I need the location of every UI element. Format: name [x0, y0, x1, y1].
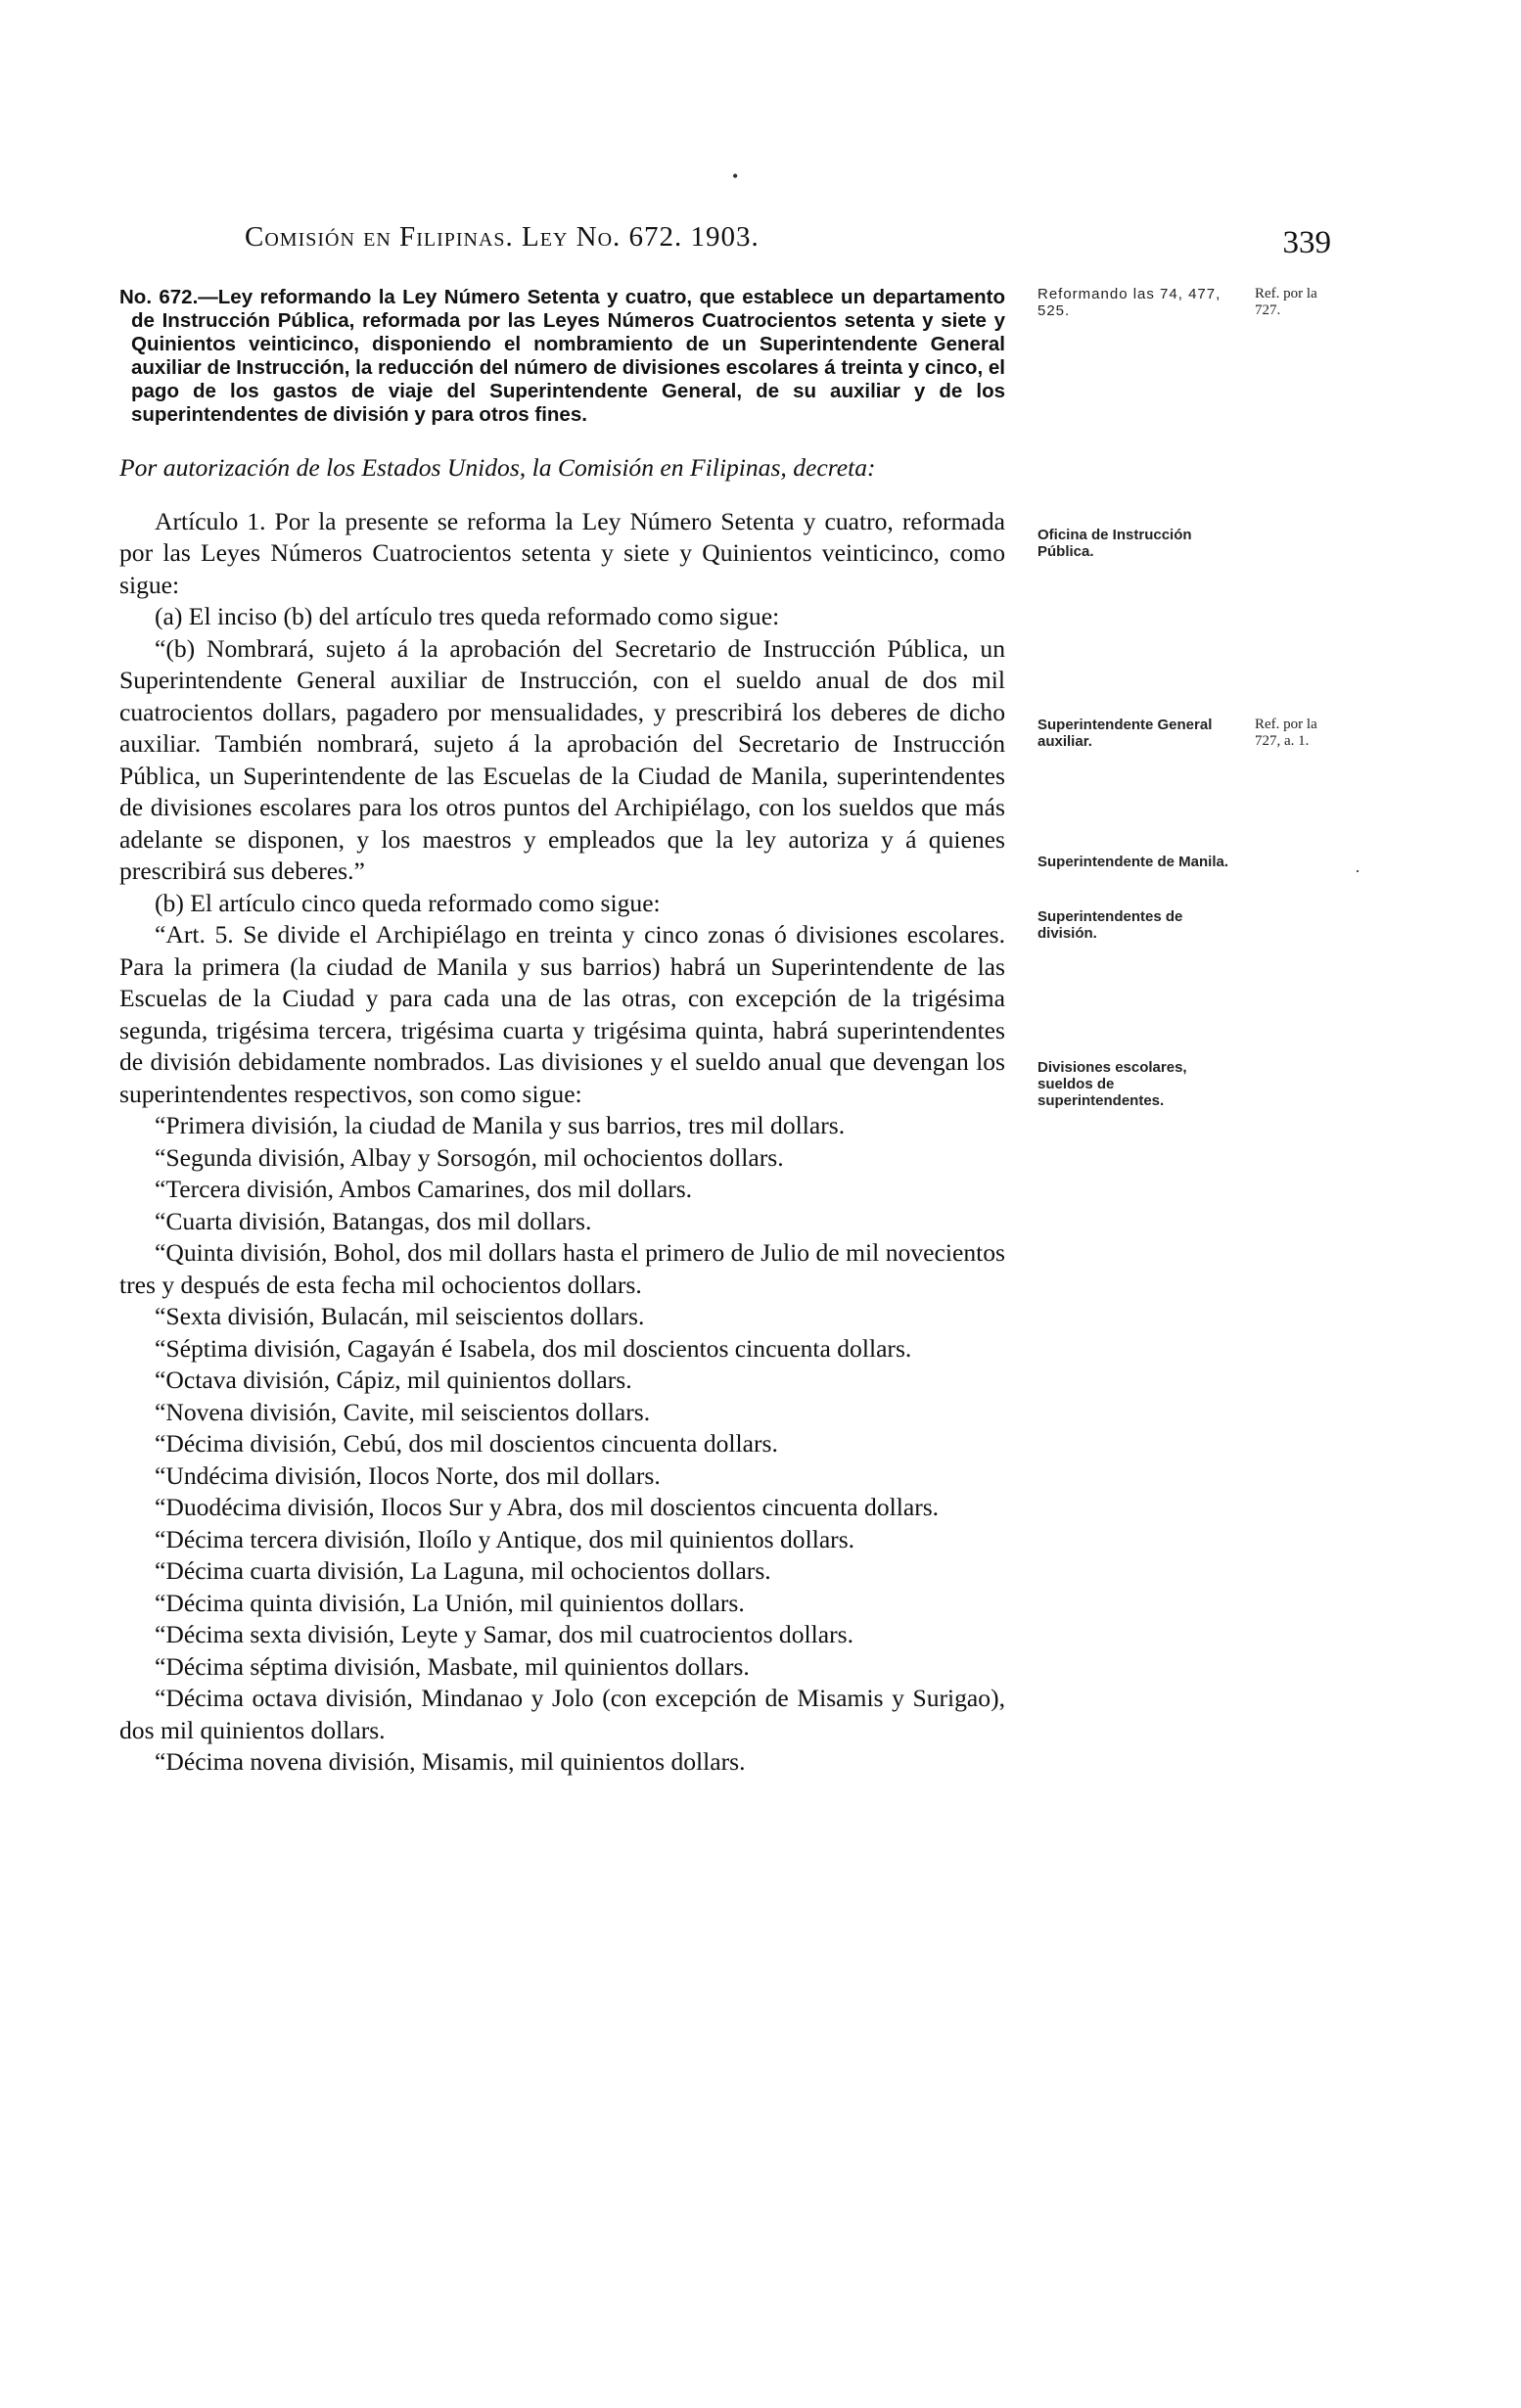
division-item: “Duodécima división, Ilocos Sur y Abra, dos mil doscientos cincuenta dollars.: [155, 1493, 940, 1521]
division-item: “Décima sexta división, Leyte y Samar, dos mil cuatrocientos dollars.: [155, 1620, 853, 1648]
enacting-clause: Por autorización de los Estados Unidos, la Comisión en Filipinas, decreta:: [119, 453, 876, 482]
margin-ref-727-a1: Ref. por la 727, a. 1.: [1255, 717, 1317, 749]
division-item: “Undécima división, Ilocos Norte, dos mil dollars.: [155, 1460, 661, 1490]
subsection-b-text-paragraph: “(b) Nombrará, sujeto á la aprobación del Secretario de Instrucción Pública, un Superintendente General auxiliar de Instrucción, con el sueldo anual de dos mil cuatrocientos dollars, pagadero por mensualidades, y prescribirá los deberes de dicho auxiliar. También nombrará, sujeto á la aprobación del Secretario de Instrucción Pública, un Superintendente de las Escuelas de la Ciudad de Manila, superintendentes de divisiones escolares para los otros puntos del Archipiélago, con los sueldos que más adelante se disponen, y los maestros y empleados que la ley autoriza y á quienes prescribirá sus deberes.”: [119, 633, 1005, 885]
division-item: “Décima tercera división, Iloílo y Antique, dos mil quinientos dollars.: [155, 1524, 855, 1553]
main-text: [119, 286, 1005, 1779]
division-item: “Octava división, Cápiz, mil quinientos dollars.: [155, 1366, 632, 1394]
print-speck: •: [732, 166, 739, 186]
page-header: [245, 221, 1331, 264]
division-item: “Sexta división, Bulacán, mil seiscientos dollars.: [155, 1302, 645, 1330]
division-item: “Novena división, Cavite, mil seiscientos dollars.: [155, 1397, 651, 1426]
division-item: “Décima novena división, Misamis, mil quinientos dollars.: [155, 1747, 746, 1776]
subsection-a-paragraph: (a) El inciso (b) del artículo tres queda reformado como sigue:: [155, 602, 780, 630]
division-item: “Décima séptima división, Masbate, mil quinientos dollars.: [155, 1651, 750, 1681]
margin-note-assistant: Superintendente General auxiliar.: [1037, 717, 1213, 750]
margin-note-manila: Superintendente de Manila.: [1037, 854, 1229, 870]
division-item: “Quinta división, Bohol, dos mil dollars hasta el primero de Julio de mil novecientos tres y después de esta fecha mil ochocientos dollars.: [119, 1238, 1005, 1299]
print-speck: ·: [1355, 861, 1360, 881]
margin-note-division-supts: Superintendentes de división.: [1037, 908, 1183, 942]
division-item: “Tercera división, Ambos Camarines, dos mil dollars.: [155, 1175, 693, 1203]
division-item: “Décima quinta división, La Unión, mil quinientos dollars.: [155, 1588, 745, 1617]
act-title: No. 672.—Ley reformando la Ley Número Setenta y cuatro, que establece un departamento de Instrucción Pública, reformada por las Leyes Números Cuatrocientos setenta y siete y Quinientos veinticinco, disponiendo el nombramiento de un Superintendente General auxiliar de Instrucción, la reducción del número de divisiones escolares á treinta y cinco, el pago de los gastos de viaje del Superintendente General, de su auxiliar y de los superintendentes de división y para otros fines.: [119, 286, 1005, 426]
division-item: “Primera división, la ciudad de Manila y sus barrios, tres mil dollars.: [155, 1111, 846, 1139]
margin-note-amending: Reformando las 74, 477, 525.: [1037, 286, 1221, 319]
article-1-paragraph: Artículo 1. Por la presente se reforma la Ley Número Setenta y cuatro, reformada por las Leyes Números Cuatrocientos setenta y siete y Quinientos veinticinco, como sigue:: [119, 506, 1005, 599]
running-head: Comisión en Filipinas. Ley No. 672. 1903.: [245, 221, 760, 253]
division-item: “Cuarta división, Batangas, dos mil dollars.: [155, 1206, 592, 1235]
page-number: 339: [1282, 225, 1331, 260]
division-item: “Décima cuarta división, La Laguna, mil ochocientos dollars.: [155, 1556, 771, 1585]
article-5-paragraph: “Art. 5. Se divide el Archipiélago en treinta y cinco zonas ó divisiones escolares. Para la primera (la ciudad de Manila y sus barrios) habrá un Superintendente de las Escuelas de la Ciudad y para cada una de las otras, con excepción de la trigésima segunda, trigésima tercera, trigésima cuarta y trigésima quinta, habrá superintendentes de división debidamente nombrados. Las divisiones y el sueldo anual que devengan los superintendentes respectivos, son como sigue:: [119, 920, 1005, 1108]
margin-note-divisions-salaries: Divisiones escolares, sueldos de superintendentes.: [1037, 1059, 1187, 1109]
division-item: “Décima octava división, Mindanao y Jolo (con excepción de Misamis y Surigao), dos mil quinientos dollars.: [119, 1684, 1005, 1744]
margin-ref-727: Ref. por la 727.: [1255, 286, 1317, 318]
margin-note-office: Oficina de Instrucción Pública.: [1037, 527, 1192, 560]
division-item: “Décima división, Cebú, dos mil doscientos cincuenta dollars.: [155, 1429, 778, 1458]
division-item: “Segunda división, Albay y Sorsogón, mil ochocientos dollars.: [155, 1142, 784, 1172]
divisions-list: [119, 1110, 1005, 1779]
division-item: “Séptima división, Cagayán é Isabela, dos mil doscientos cincuenta dollars.: [155, 1333, 912, 1363]
subsection-b-paragraph: (b) El artículo cinco queda reformado como sigue:: [155, 888, 661, 917]
